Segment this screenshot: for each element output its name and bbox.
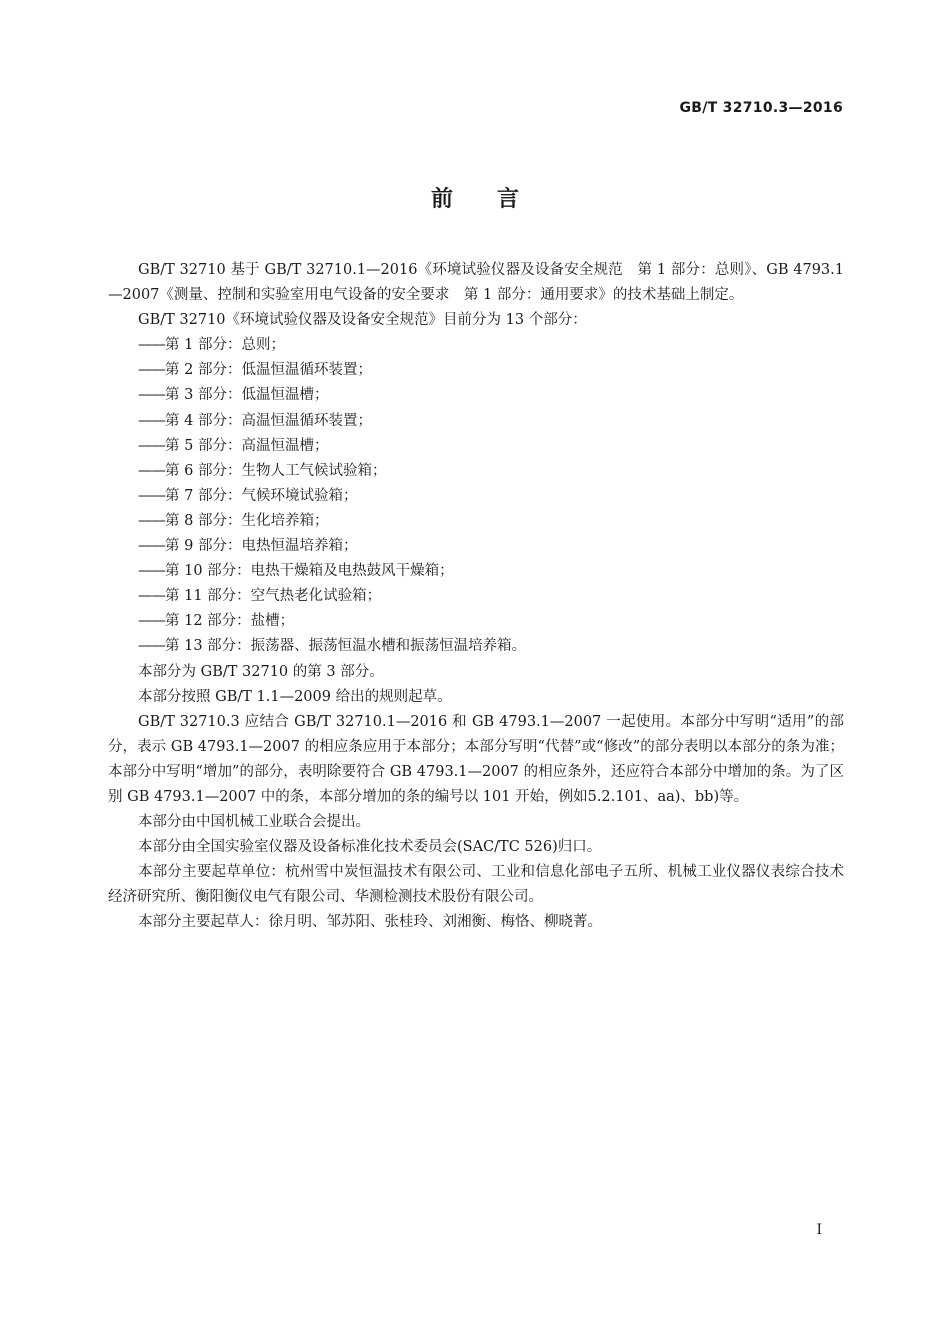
body-paragraph: 本部分由全国实验室仪器及设备标准化技术委员会(SAC/TC 526)归口。	[138, 839, 602, 856]
list-dash: ——	[138, 337, 165, 354]
body-paragraph: GB/T 32710.3 应结合 GB/T 32710.1—2016 和 GB 4793.1—2007 一起使用。本部分中写明“适用”的部分，表示 GB 4793.1—2007 的相应条应用于本部分；本部分写明“代替”或“修改”的部分表明以本部分的条为准；本部分中写明“增加”的部分，表明除要符合 GB 4793.1—2007 的相应条外，还应符合本部分中增加的条。为了区别 GB 4793.1—2007 中的条，本部分增加的条的编号以 101 开始，例如5.2.101、aa)、bb)等。	[108, 713, 844, 805]
foreword-body	[108, 258, 844, 936]
list-dash: ——	[138, 613, 165, 630]
list-item: ——第 6 部分：生物人工气候试验箱；	[138, 462, 387, 479]
list-item: ——第 12 部分：盐槽；	[138, 613, 295, 630]
list-item: ——第 9 部分：电热恒温培养箱；	[138, 538, 358, 555]
list-dash: ——	[138, 362, 165, 379]
intro-paragraph: GB/T 32710《环境试验仪器及设备安全规范》目前分为 13 个部分：	[138, 312, 587, 329]
page-number: I	[816, 1222, 822, 1238]
list-item: ——第 7 部分：气候环境试验箱；	[138, 487, 358, 504]
list-dash: ——	[138, 512, 165, 529]
list-dash: ——	[138, 412, 165, 429]
list-item: ——第 8 部分：生化培养箱；	[138, 512, 329, 529]
parts-list	[108, 333, 844, 659]
list-dash: ——	[138, 387, 165, 404]
body-paragraph: 本部分由中国机械工业联合会提出。	[138, 814, 370, 831]
list-item: ——第 13 部分：振荡器、振荡恒温水槽和振荡恒温培养箱。	[138, 638, 527, 655]
body-paragraph: 本部分按照 GB/T 1.1—2009 给出的规则起草。	[138, 688, 452, 705]
list-item: ——第 11 部分：空气热老化试验箱；	[138, 588, 382, 605]
body-paragraph: 本部分主要起草单位：杭州雪中炭恒温技术有限公司、工业和信息化部电子五所、机械工业仪器仪表综合技术经济研究所、衡阳衡仪电气有限公司、华测检测技术股份有限公司。	[108, 864, 844, 906]
intro-paragraph: GB/T 32710 基于 GB/T 32710.1—2016《环境试验仪器及设备安全规范 第 1 部分：总则》、GB 4793.1—2007《测量、控制和实验室用电气设备的安全要求 第 1 部分：通用要求》的技术基础上制定。	[108, 262, 844, 304]
list-dash: ——	[138, 462, 165, 479]
body-paragraph: 本部分为 GB/T 32710 的第 3 部分。	[138, 663, 384, 680]
list-item: ——第 5 部分：高温恒温槽；	[138, 437, 329, 454]
list-dash: ——	[138, 437, 165, 454]
body-paragraph: 本部分主要起草人：徐月明、邹苏阳、张桂玲、刘湘衡、梅恪、柳晓菁。	[138, 914, 602, 931]
list-item: ——第 4 部分：高温恒温循环装置；	[138, 412, 372, 429]
list-dash: ——	[138, 563, 165, 580]
list-dash: ——	[138, 487, 165, 504]
list-dash: ——	[138, 638, 165, 655]
list-dash: ——	[138, 538, 165, 555]
standard-code: GB/T 32710.3—2016	[679, 100, 843, 116]
list-dash: ——	[138, 588, 165, 605]
list-item: ——第 3 部分：低温恒温槽；	[138, 387, 329, 404]
page-title: 前言	[430, 187, 563, 212]
list-item: ——第 10 部分：电热干燥箱及电热鼓风干燥箱；	[138, 563, 454, 580]
list-item: ——第 1 部分：总则；	[138, 337, 285, 354]
list-item: ——第 2 部分：低温恒温循环装置；	[138, 362, 372, 379]
